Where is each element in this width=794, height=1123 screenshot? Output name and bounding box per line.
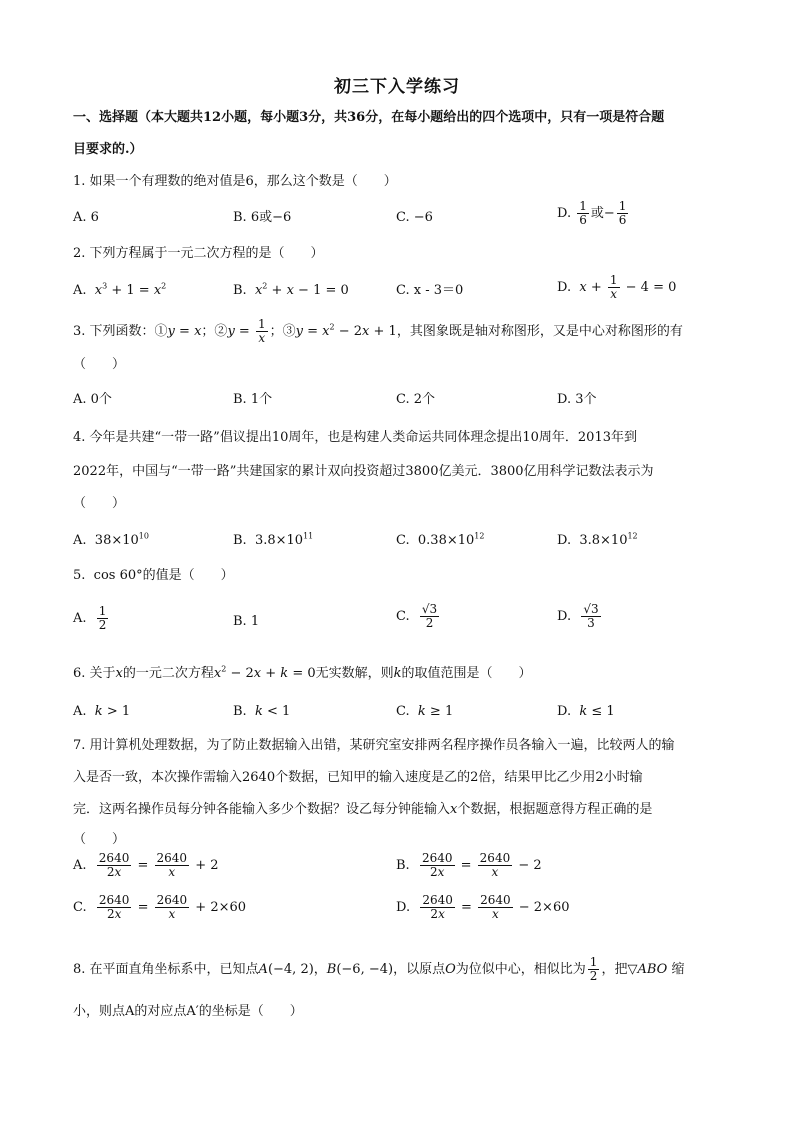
q8-line1: 8. 在平面直角坐标系中，已知点A(−4, 2)，B(−6, −4)，以原点O为位似中心，相似比为 $\frac{1}{2}$ ，把▽ABO 缩 bbox=[73, 955, 685, 983]
q1-stem: 1. 如果一个有理数的绝对值是6，那么这个数是（ ） bbox=[73, 174, 397, 189]
q1-option-d: D. $\frac{1}{6}$ 或− $\frac{1}{6}$ bbox=[557, 199, 627, 227]
q6-option-d: D. k ≤ 1 bbox=[557, 704, 615, 719]
q6-option-a: A. k > 1 bbox=[73, 704, 131, 719]
q6-option-c: C. k ≥ 1 bbox=[396, 704, 454, 719]
q3-option-b: B. 1个 bbox=[233, 392, 273, 407]
q1-option-b: B. 6或−6 bbox=[233, 210, 292, 225]
q5-option-a: A. $\frac{1}{2}$ bbox=[73, 604, 107, 632]
q7-line2: 入是否一致，本次操作需输入2640个数据，已知甲的输入速度是乙的2倍，结果甲比乙少用2小时输 bbox=[73, 770, 643, 785]
q5-option-b: B. 1 bbox=[233, 614, 260, 629]
q3-paren: （ ） bbox=[73, 357, 126, 372]
q7-option-c: C. $\frac{2640}{2x}$ = $\frac{2640}{x}$ + 2×60 bbox=[73, 893, 247, 921]
q4-option-d: D. $3.8\times 10^{12}$ bbox=[557, 531, 638, 548]
section-header-line2: 目要求的.） bbox=[73, 142, 143, 157]
q3-option-d: D. 3个 bbox=[557, 392, 597, 407]
q4-option-b: B. $3.8\times 10^{11}$ bbox=[233, 531, 314, 548]
q3-stem: 3. 下列函数：①y = x；②y = $\frac{1}{x}$ ；③y = $x^2 - 2x + 1$，其图象既是轴对称图形，又是中心对称图形的有 bbox=[73, 317, 683, 345]
q4-line1: 4. 今年是共建“一带一路”倡议提出10周年，也是构建人类命运共同体理念提出10周年．2013年到 bbox=[73, 430, 637, 445]
q4-paren: （ ） bbox=[73, 496, 126, 511]
q8-line2: 小，则点A的对应点A′的坐标是（ ） bbox=[73, 1004, 303, 1019]
q4-option-c: C. $0.38\times 10^{12}$ bbox=[396, 531, 485, 548]
q6-option-b: B. k < 1 bbox=[233, 704, 291, 719]
q7-option-d: D. $\frac{2640}{2x}$ = $\frac{2640}{x}$ − 2×60 bbox=[396, 893, 570, 921]
section-header-line1: 一、选择题（本大题共12小题，每小题3分，共36分，在每小题给出的四个选项中，只有一项是符合题 bbox=[73, 110, 665, 125]
q5-option-d: D. $\frac{√3}{3}$ bbox=[557, 602, 599, 630]
q7-line1: 7. 用计算机处理数据，为了防止数据输入出错，某研究室安排两名程序操作员各输入一遍，比较两人的输 bbox=[73, 738, 675, 753]
q2-option-c: C. x - 3＝0 bbox=[396, 283, 464, 298]
q3-option-a: A. 0个 bbox=[73, 392, 112, 407]
q7-option-b: B. $\frac{2640}{2x}$ = $\frac{2640}{x}$ − 2 bbox=[396, 851, 542, 879]
q2-option-b: B. $x^2 + x - 1 = 0$ bbox=[233, 281, 349, 298]
q2-option-a: A. $x^3 + 1 = x^2$ bbox=[73, 281, 167, 298]
q2-stem: 2. 下列方程属于一元二次方程的是（ ） bbox=[73, 246, 324, 261]
q7-option-a: A. $\frac{2640}{2x}$ = $\frac{2640}{x}$ + 2 bbox=[73, 851, 219, 879]
q7-line3: 完．这两名操作员每分钟各能输入多少个数据？设乙每分钟能输入x个数据，根据题意得方程正确的是 bbox=[73, 802, 653, 817]
q4-line2: 2022年，中国与“一带一路”共建国家的累计双向投资超过3800亿美元．3800亿用科学记数法表示为 bbox=[73, 464, 654, 479]
q4-option-a: A. $38\times 10^{10}$ bbox=[73, 531, 149, 548]
q1-option-a: A. 6 bbox=[73, 210, 99, 225]
q5-stem: 5. cos 60°的值是（ ） bbox=[73, 568, 234, 583]
page-title: 初三下入学练习 bbox=[334, 77, 460, 97]
q3-option-c: C. 2个 bbox=[396, 392, 436, 407]
q2-option-d: D. x + $\frac{1}{x}$ − 4 = 0 bbox=[557, 273, 677, 301]
q7-paren: （ ） bbox=[73, 832, 126, 847]
q1-option-c: C. −6 bbox=[396, 210, 433, 225]
q6-stem: 6. 关于x的一元二次方程$x^2 - 2x + k = 0$无实数解，则k的取值范围是（ ） bbox=[73, 664, 532, 681]
q5-option-c: C. $\frac{√3}{2}$ bbox=[396, 602, 438, 630]
